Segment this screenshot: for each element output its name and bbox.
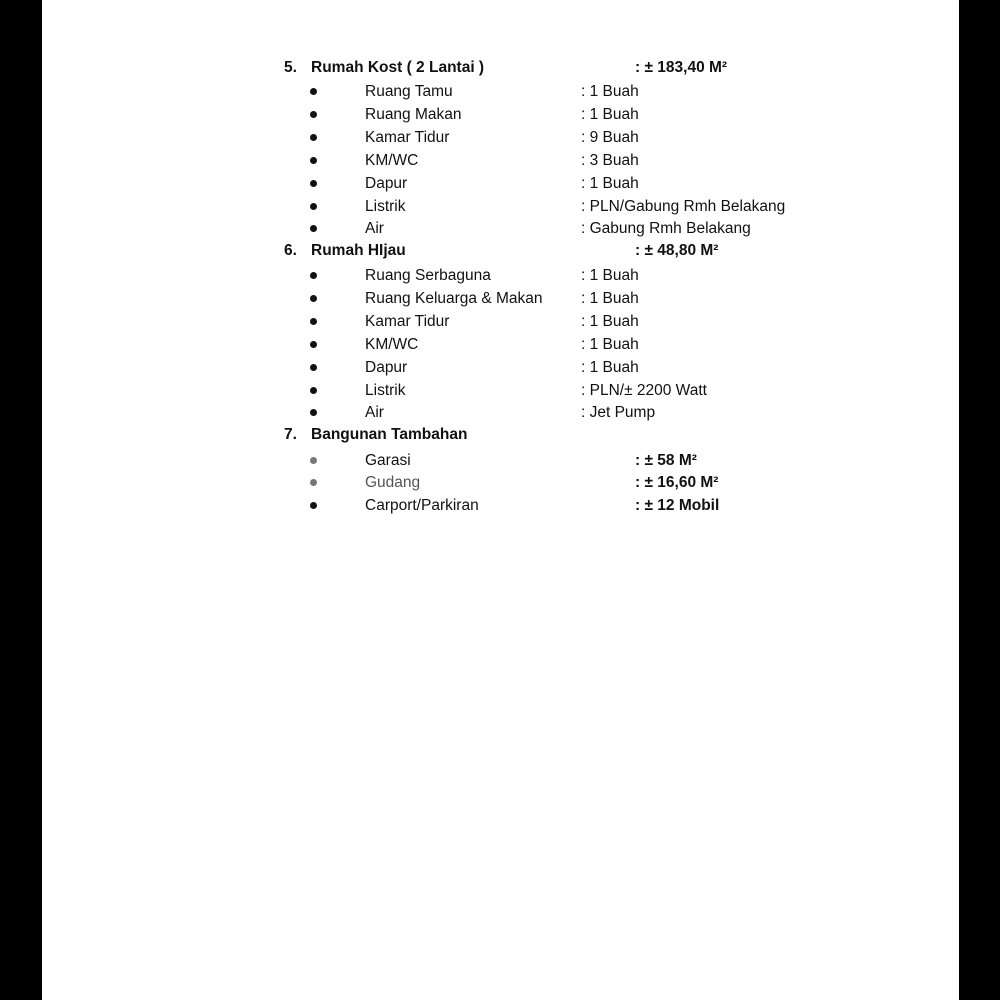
list-item [42,334,959,356]
bullet-icon [310,180,317,187]
item-value: : 1 Buah [581,313,639,330]
item-label: Dapur [365,175,408,192]
item-value: : Jet Pump [581,404,656,421]
item-value: : 1 Buah [581,359,639,376]
bullet-icon [310,88,317,95]
section-area: : ± 48,80 M² [635,242,719,259]
section-area: : ± 183,40 M² [635,59,728,76]
item-value: : PLN/± 2200 Watt [581,382,707,399]
item-label: Dapur [365,359,408,376]
section-7-header [42,424,959,446]
item-label: Garasi [365,452,411,469]
list-item [42,127,959,149]
section-number: 6. [284,242,297,259]
item-value: : ± 12 Mobil [635,497,720,514]
list-item [42,218,959,240]
item-value: : 1 Buah [581,83,639,100]
bullet-icon [310,318,317,325]
item-label: Ruang Serbaguna [365,267,491,284]
bullet-icon [310,111,317,118]
section-number: 7. [284,426,297,443]
bullet-icon [310,157,317,164]
list-item [42,311,959,333]
item-label: Ruang Keluarga & Makan [365,290,543,307]
item-label: KM/WC [365,152,419,169]
item-label: Listrik [365,198,406,215]
item-label: Listrik [365,382,406,399]
item-value: : 1 Buah [581,290,639,307]
section-title: Rumah Kost ( 2 Lantai ) [311,59,485,76]
section-5-header [42,57,959,79]
item-value: : 1 Buah [581,267,639,284]
document-page [42,0,959,1000]
bullet-icon [310,272,317,279]
item-label: KM/WC [365,336,419,353]
bullet-icon [310,341,317,348]
section-title: Rumah HIjau [311,242,406,259]
item-label: Air [365,220,384,237]
item-label: Air [365,404,384,421]
list-item [42,450,959,472]
item-value: : 9 Buah [581,129,639,146]
item-value: : 1 Buah [581,336,639,353]
item-label: Ruang Tamu [365,83,453,100]
list-item [42,495,959,517]
bullet-icon [310,387,317,394]
list-item [42,81,959,103]
bullet-icon [310,295,317,302]
section-6-header [42,240,959,262]
section-title: Bangunan Tambahan [311,426,468,443]
list-item [42,196,959,218]
bullet-icon [310,502,317,509]
bullet-icon [310,364,317,371]
item-value: : 3 Buah [581,152,639,169]
item-value: : ± 16,60 M² [635,474,719,491]
item-value: : 1 Buah [581,175,639,192]
bullet-icon [310,479,317,486]
item-value: : 1 Buah [581,106,639,123]
item-label: Ruang Makan [365,106,462,123]
section-number: 5. [284,59,297,76]
property-specification-list [42,0,959,1000]
list-item [42,402,959,424]
bullet-icon [310,409,317,416]
list-item [42,150,959,172]
bullet-icon [310,225,317,232]
bullet-icon [310,203,317,210]
list-item [42,173,959,195]
item-label: Carport/Parkiran [365,497,479,514]
list-item [42,265,959,287]
bullet-icon [310,457,317,464]
list-item [42,104,959,126]
item-label: Kamar Tidur [365,313,450,330]
list-item [42,357,959,379]
item-value: : ± 58 M² [635,452,697,469]
item-label: Gudang [365,474,421,491]
item-value: : PLN/Gabung Rmh Belakang [581,198,786,215]
list-item [42,380,959,402]
list-item [42,288,959,310]
item-value: : Gabung Rmh Belakang [581,220,751,237]
item-label: Kamar Tidur [365,129,450,146]
bullet-icon [310,134,317,141]
list-item [42,472,959,494]
